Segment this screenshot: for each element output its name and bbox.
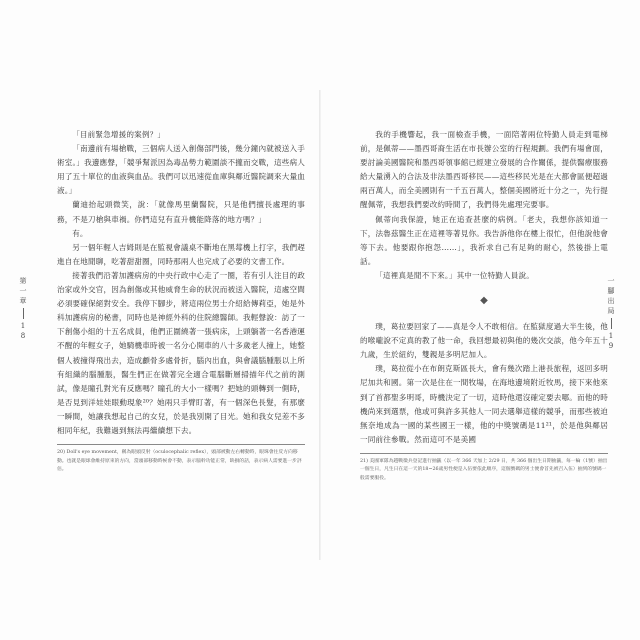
paragraph: 接著我們沿著加護病房的中央行政中心走了一圈，若有引人注目的政治家或外交官，因為創傷或其他威脅生命的狀況而被送入醫院，這處空間必須要確保絕對安全。我停下腳步，將這兩位男士介紹給傳莉亞，她是外科加護病房的秘書，同時也是神經外科的住院總醫師。我輕聲說：訪了一下創傷小組的十五名成員，他們正圍繞著一張病床，上頭躺著一名香港運不醒的年輕女子，她騎機車時被一名分心開車的八十多歲老人撞上，她整個人被撞得飛出去，造成顱骨多處骨折，腦內出血，與會議腦腫脹以上所有組織的腦腫脹，醫生們正在做著完全適合電腦斷層掃描年代之前的測試，像是瞳孔對光有反應嗎？瞳孔的大小一樣嗎？把她的頭轉到一側時，是否見到洋娃娃眼動現象²⁰？她兩只手臂盯著，有一個深色長髮，有那麼一瞬間，她讓我想起自己的女兒，於是我別開了目光。她和我女兒差不多相同年紀，我難過到無法再繼續想下去。 <box>57 270 305 435</box>
left-page <box>57 128 305 475</box>
chapter-char: 一 <box>19 287 27 295</box>
paragraph: 「這裡真是閒不下來。」其中一位特勤人員說。 <box>375 270 535 280</box>
section-char: 腳 <box>607 287 615 295</box>
footnote-rule <box>57 444 305 445</box>
page-number-digit: 9 <box>608 342 614 350</box>
paragraph: 另一個年輕人吉姆則是在監視會議桌不斷地在黑莓機上打字，我們趕進自在地閒聊，吃著甜甜圈，同時那兩人也完成了必要的文書工作。 <box>57 242 305 266</box>
paragraph: 蘭迪抬起頭微笑，說：「就像馬里蘭醫院，只是他們擅長處理的事務，不是刀槍與車禍。你們這兒有直升機能降落的地方嗎？」 <box>57 200 305 224</box>
left-chapter-tab <box>18 276 28 341</box>
paragraph: 「南邊前有場槍戰，三個病人送入創傷部門後，幾分鐘內就被送入手術室。」我邊應聲，「競爭幫派因為毒品勢力範圍談不攏而交戰，這些病人用了五十單位的血液與血品。我們可以迅速從血庫與鄰近醫院調來大量血液。」 <box>57 144 305 196</box>
page-number-digit: 1 <box>608 332 614 340</box>
page-number-digit: 8 <box>20 332 26 340</box>
paragraph: 璞，葛拉要回家了——真是令人不敢相信。在監獄度過大半生後，他的喉嚨說不定真的教了他一命，我回想最初與他的幾次交談，他今年五十九歲，生於紐約，雙親是多明尼加人。 <box>360 322 608 360</box>
tab-divider <box>611 318 612 329</box>
page-gutter <box>319 90 321 560</box>
paragraph: 「目前緊急增援的案例？」 <box>72 130 166 139</box>
paragraph: 璞，葛拉從小在布朗克斯區長大，會有幾次踏上港長旅程，返回多明尼加共和國。第一次是住在一間牧場，在海地邊境附近牧馬，接下來他來到了首都聖多明哥，時機決定了一切，這時他還沒確定要去哪。而他的時機尚來到選票，他或可與許多其他人一同去選舉這樣的競爭，而那些被迫無奈地成為一國的某些國王一樣，他的中獎號碼是11²¹，於是他與鄰居一同前往參戰。然而這可不是美國 <box>360 364 608 444</box>
chapter-char: 章 <box>19 297 27 305</box>
paragraph: 有。 <box>72 228 88 238</box>
paragraph: 佩蒂向我保證，她正在追查甚麼的病例。「老夫，我想你該知道一下，法魯茲醫生正在這裡等著見你。我告訴他你在樓上很忙，但他說他會等下去。他要跟你抱怨……」，我祈求自己有足夠的耐心，然後掛上電話。 <box>360 214 608 266</box>
section-char: 出 <box>607 297 615 305</box>
footnote: 20) Doll's eye movement，稱為眼頭反射（oculocephalic reflex），頭部被動左右轉動時，眼珠會往反方向移動。也就是眼球會維持原來的方向，當頭部移動時候會不動，表示腦幹功能正常，缺損的話，表示病人需要進一步評估。 <box>57 450 302 473</box>
page-number-digit: 1 <box>20 322 26 330</box>
chapter-char: 第 <box>19 277 27 285</box>
tab-divider <box>23 308 24 319</box>
footnote: 21) 美國軍隊為越戰徵兵登記進行抽籤（以一年 366 天加上 2/29 日，共 366 個出生日期抽籤，每一輪（1號）抽出一個生日，凡生日在這一天的18~26歲男性便是入伍要依此順序，這個號碼的男士便會首先被召入伍）抽到的號碼一般需要服役。 <box>360 458 608 482</box>
section-char: 局 <box>607 307 615 315</box>
paragraph: 我的手機響起，我一面檢查手機，一面陪著兩位特勤人員走到電梯前，是佩蒂——墨西哥裔生活在市長辦公室的行程規劃。我們有場會面，要討論美國醫院和墨西哥領事館已經建立發展的合作關係，提供醫療服務給大量湧入的合法及非法墨西哥移民——這些移民光是在大都會區便超過兩百萬人，而全美國則有一千五百萬人，整個美國將近十分之一，先行提醒佩蒂，我想我們要改約時間了，我們得先處理完要事。 <box>360 130 608 210</box>
section-char: 一 <box>607 277 615 285</box>
right-page <box>360 128 608 484</box>
footnote-rule <box>360 453 608 454</box>
section-break-diamond: ◆ <box>480 295 488 307</box>
